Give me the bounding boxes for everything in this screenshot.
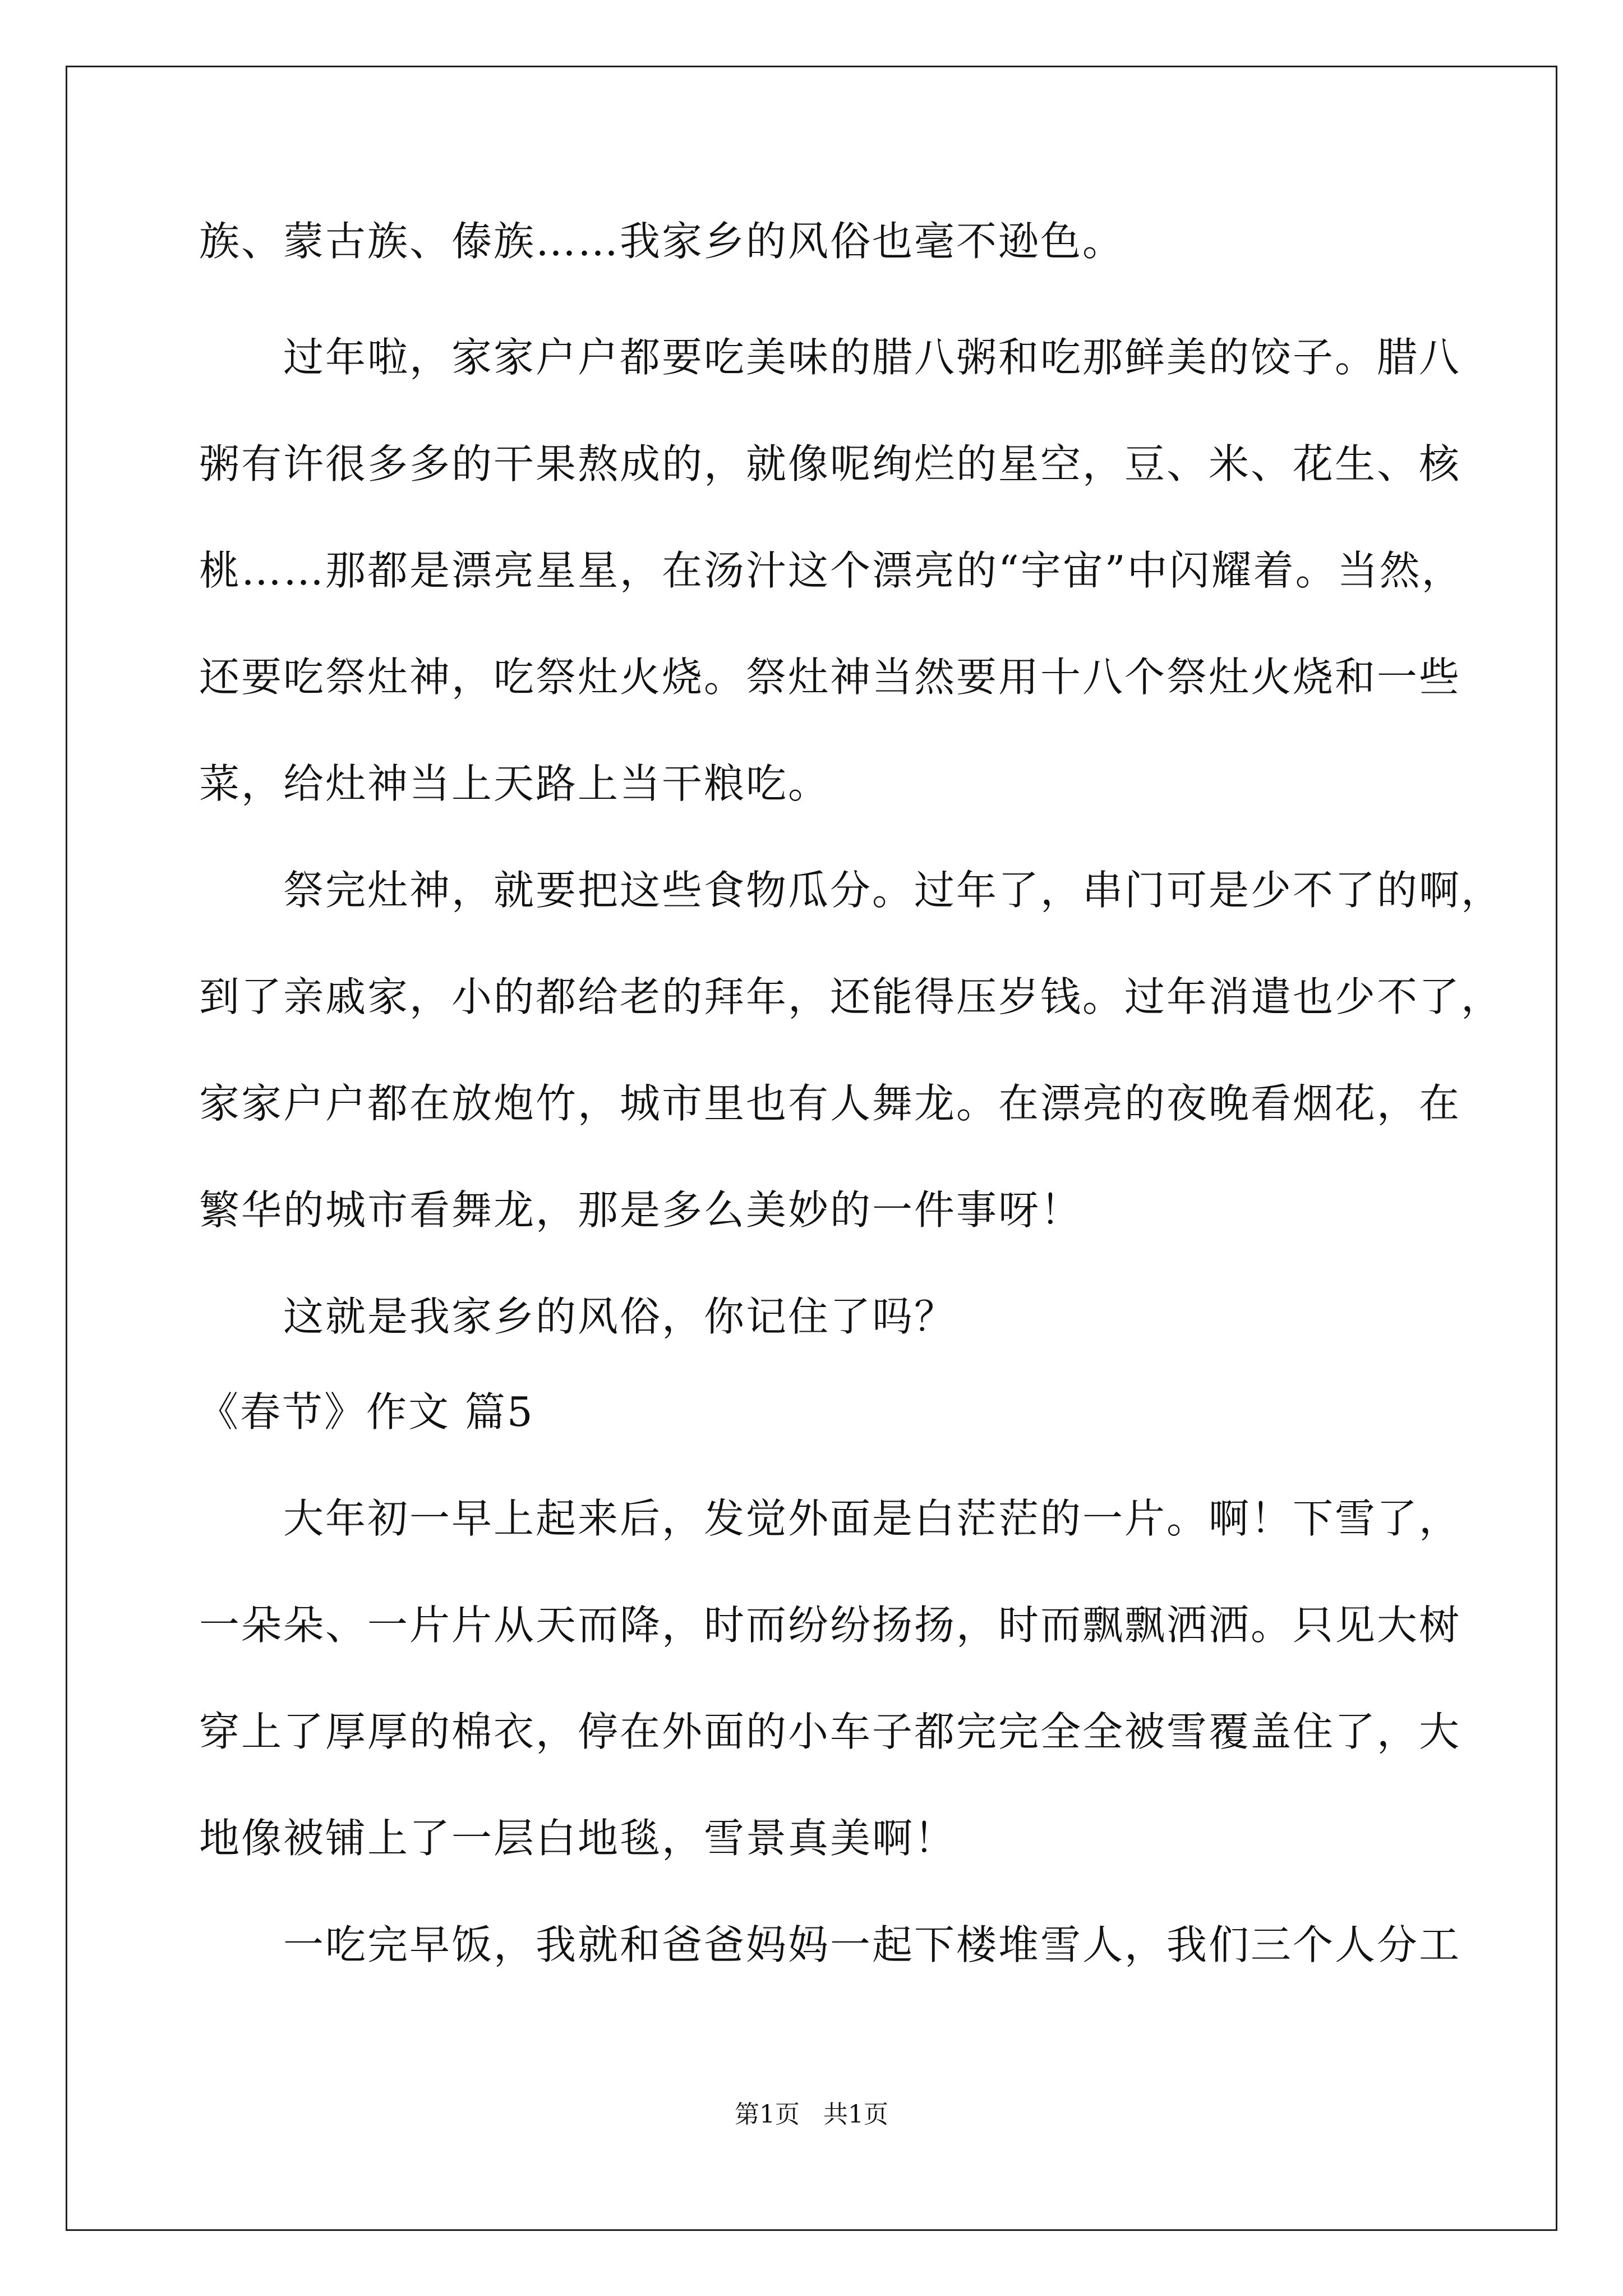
paragraph-line: 一吃完早饭，我就和爸爸妈妈一起下楼堆雪人，我们三个人分工	[283, 1921, 1461, 1968]
paragraph-line: 粥有许很多多的干果熬成的，就像呢绚烂的星空，豆、米、花生、核	[199, 440, 1461, 487]
paragraph-line: 地像被铺上了一层白地毯，雪景真美啊！	[199, 1815, 957, 1862]
paragraph-line: 祭完灶神，就要把这些食物瓜分。过年了，串门可是少不了的啊，	[283, 867, 1504, 914]
page-footer: 第1页 共1页	[735, 2100, 888, 2129]
paragraph-line: 过年啦，家家户户都要吃美味的腊八粥和吃那鲜美的饺子。腊八	[283, 334, 1461, 381]
page-border	[66, 66, 1557, 2231]
paragraph-line: 穿上了厚厚的棉衣，停在外面的小车子都完完全全被雪覆盖住了，大	[199, 1708, 1461, 1755]
paragraph-line: 菜，给灶神当上天路上当干粮吃。	[199, 760, 831, 807]
paragraph-line: 大年初一早上起来后，发觉外面是白茫茫的一片。啊！下雪了，	[283, 1495, 1461, 1542]
paragraph-line: 还要吃祭灶神，吃祭灶火烧。祭灶神当然要用十八个祭灶火烧和一些	[199, 654, 1461, 701]
paragraph-line: 家家户户都在放炮竹，城市里也有人舞龙。在漂亮的夜晚看烟花，在	[199, 1080, 1461, 1127]
paragraph-line: 到了亲戚家，小的都给老的拜年，还能得压岁钱。过年消遣也少不了，	[199, 973, 1504, 1020]
paragraph-line: 繁华的城市看舞龙，那是多么美妙的一件事呀！	[199, 1186, 1083, 1234]
paragraph-line: 桃……那都是漂亮星星，在汤汁这个漂亮的“宇宙”中闪耀着。当然，	[199, 547, 1464, 594]
section-heading: 《春节》作文 篇5	[198, 1388, 534, 1435]
paragraph-line: 一朵朵、一片片从天而降，时而纷纷扬扬，时而飘飘洒洒。只见大树	[199, 1602, 1461, 1649]
paragraph-line: 族、蒙古族、傣族……我家乡的风俗也毫不逊色。	[199, 218, 1125, 265]
paragraph-line: 这就是我家乡的风俗，你记住了吗？	[283, 1293, 957, 1340]
